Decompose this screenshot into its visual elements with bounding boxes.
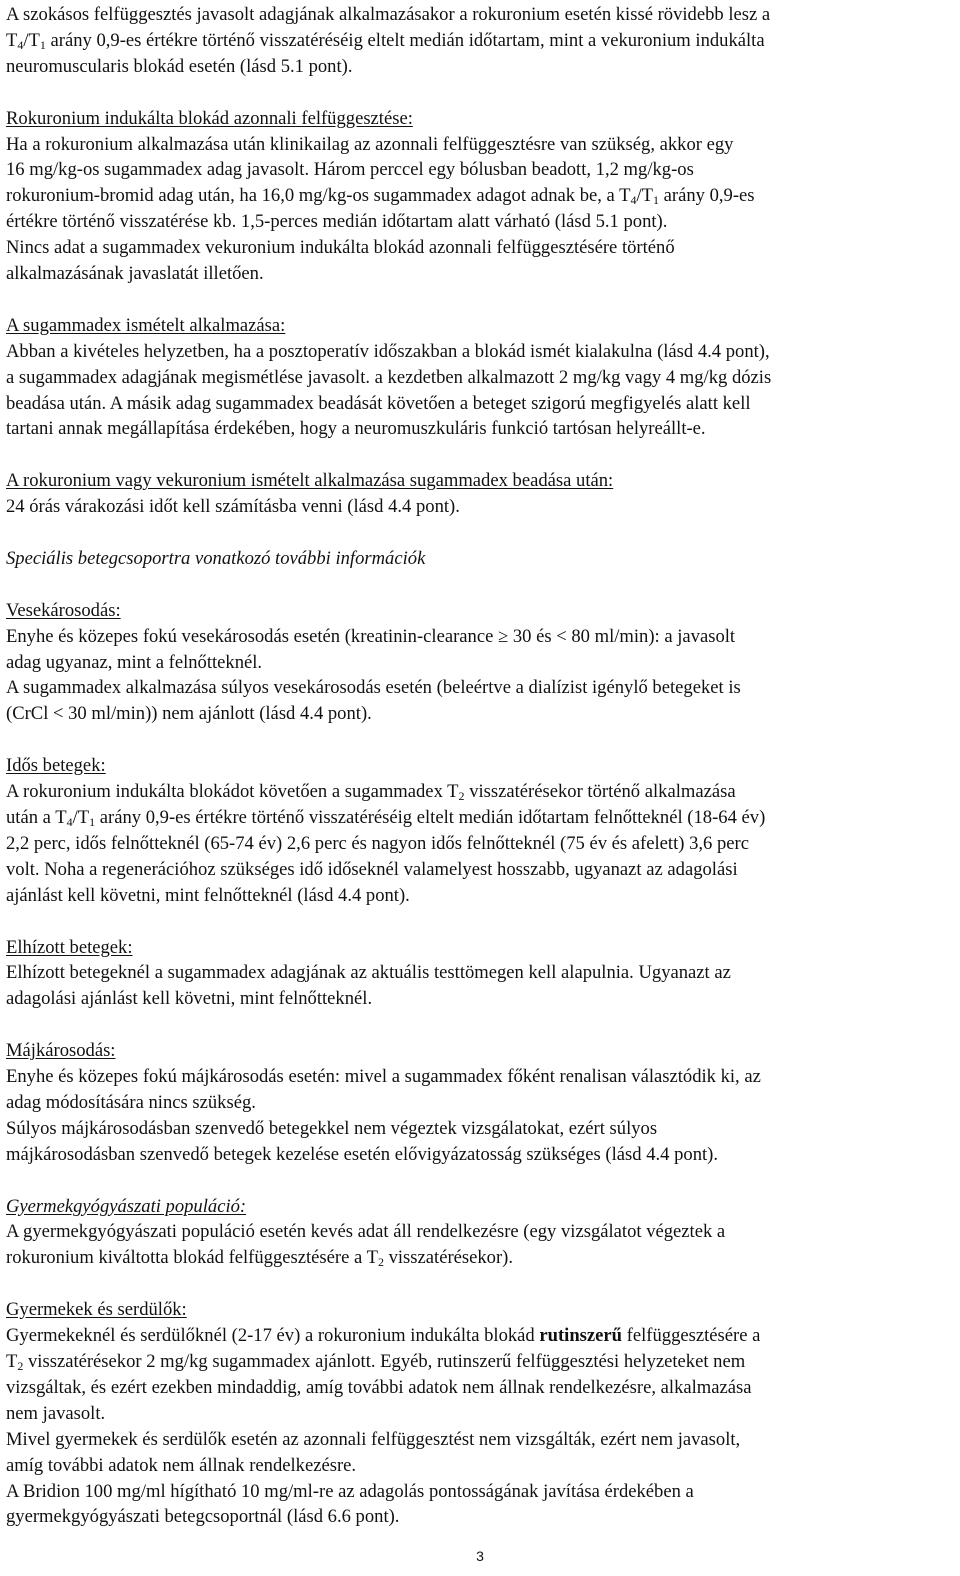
text-line: nem javasolt. [6,1402,106,1424]
section-heading: Májkárosodás: [6,1040,116,1062]
bold-text: rutinszerű [539,1325,623,1347]
text-line: ajánlást kell követni, mint felnőtteknél (lásd 4.4 pont). [6,884,410,906]
section-heading: Gyermekgyógyászati populáció: [6,1195,247,1217]
text-line: a sugammadex adagjának megismétlése javasolt. a kezdetben alkalmazott 2 mg/kg vagy 4 mg/kg dózis [6,366,772,388]
document-page [6,2,954,1530]
readministration-section [6,468,954,520]
special-populations-section [6,546,954,572]
renal-impairment-section [6,598,954,728]
text-run: /T [636,185,653,207]
text-line: Elhízott betegeknél a sugammadex adagjának az aktuális testtömegen kell alapulnia. Ugyanazt az [6,962,731,984]
subscript: 1 [39,37,46,52]
page-number: 3 [476,1548,484,1564]
text-line: vizsgáltak, és ezért ezekben mindaddig, amíg további adatok nem állnak rendelkezésre, alkalmazása [6,1376,752,1398]
text-line: volt. Noha a regenerációhoz szükséges idő időseknél valamelyest hosszabb, ugyanazt az adagolási [6,858,738,880]
text-line: adagolási ajánlást kell követni, mint felnőtteknél. [6,988,373,1010]
text-line: 2,2 perc, idős felnőtteknél (65-74 év) 2,6 perc és nagyon idős felnőtteknél (75 év és afelett) 3,6 perc [6,832,749,854]
text-line: Ha a rokuronium alkalmazása után klinikailag az azonnali felfüggesztésre van szükség, akkor egy [6,133,734,155]
text-run: rokuronium kiváltotta blokád felfüggesztésére a T [6,1247,378,1269]
text-line: értékre történő visszatérése kb. 1,5-perces medián időtartam alatt várható (lásd 5.1 pont). [6,211,668,233]
text-run: visszatérésekor). [383,1247,514,1269]
text-run: visszatérésekor történő alkalmazása [464,781,736,803]
subscript: 4 [17,37,24,52]
subscript: 4 [66,815,73,829]
text-line: beadása után. A másik adag sugammadex beadását követően a beteget szigorú megfigyelés alatt kell [6,392,751,414]
text-run: visszatérésekor 2 mg/kg sugammadex ajánlott. Egyéb, rutinszerű felfüggesztési helyzeteket nem [23,1350,746,1372]
section-heading: A sugammadex ismételt alkalmazása: [6,314,286,336]
text-line [6,1349,954,1375]
hepatic-impairment-section [6,1038,954,1168]
section-heading: Rokuronium indukálta blokád azonnali felfüggesztése: [6,107,413,129]
text-line: májkárosodásban szenvedő betegek kezelése esetén elővigyázatosság szükséges (lásd 4.4 pont). [6,1143,718,1165]
obese-section [6,935,954,1013]
text-line: adag módosítására nincs szükség. [6,1091,256,1113]
text-run: felfüggesztésére a [622,1325,761,1347]
subscript: 4 [630,193,637,208]
text-line: A gyermekgyógyászati populáció esetén kevés adat áll rendelkezésre (egy vizsgálatot végeztek a [6,1221,726,1243]
text-line [6,624,954,650]
text-line [6,183,954,209]
section-heading: Elhízott betegek: [6,936,133,958]
text-line: tartani annak megállapítása érdekében, hogy a neuromuszkuláris funkció tartósan helyreállt-e. [6,418,706,440]
text-line: Enyhe és közepes fokú májkárosodás esetén: mivel a sugammadex főként renalisan választódik ki, az [6,1066,761,1088]
text-line [6,779,954,805]
subscript: 2 [17,1358,24,1373]
children-adolescents-section [6,1297,954,1530]
text-line: A Bridion 100 mg/ml hígítható 10 mg/ml-re az adagolás pontosságának javítása érdekében a [6,1480,694,1502]
text-run: Enyhe és közepes fokú vesekárosodás esetén (kreatinin-clearance [6,625,498,647]
text-line [6,1245,954,1271]
subscript: 1 [653,193,659,208]
text-run: arány 0,9-es értékre történő visszatéréséig eltelt medián időtartam felnőtteknél (18-64 év) [95,807,766,828]
section-heading: Speciális betegcsoportra vonatkozó további információk [6,547,426,569]
text-line: Mivel gyermekek és serdülők esetén az azonnali felfüggesztést nem vizsgálták, ezért nem javasolt, [6,1428,741,1450]
text-line [6,805,954,831]
text-run: 30 és < 80 ml/min): a javasolt [508,625,736,647]
text-run: /T [72,807,90,828]
text-run: T [6,29,18,51]
text-run: arány 0,9-es [659,185,755,207]
text-line: neuromuscularis blokád esetén (lásd 5.1 pont). [6,55,353,77]
text-line: Abban a kivételes helyzetben, ha a posztoperatív időszakban a blokád ismét kialakulna (lásd 4.4 pont), [6,340,770,362]
text-line: A sugammadex alkalmazása súlyos vesekárosodás esetén (beleértve a dialízist igénylő betegeket is [6,677,741,699]
text-line: Súlyos májkárosodásban szenvedő betegekkel nem végeztek vizsgálatokat, ezért súlyos [6,1117,658,1139]
section-heading: Vesekárosodás: [6,599,121,621]
text-line: A szokásos felfüggesztés javasolt adagjának alkalmazásakor a rokuronium esetén kissé rövidebb lesz a [6,4,771,25]
elderly-section [6,753,954,908]
text-run: rokuronium-bromid adag után, ha 16,0 mg/kg-os sugammadex adagot adnak be, a T [6,185,631,207]
section-heading: Gyermekek és serdülők: [6,1299,187,1321]
subscript: 2 [458,789,465,804]
immediate-reversal-section [6,106,954,287]
text-run: után a T [6,807,67,828]
subscript: 2 [377,1255,384,1270]
intro-paragraph [6,2,954,80]
text-line [6,28,954,54]
text-line: (CrCl < 30 ml/min)) nem ajánlott (lásd 4.4 pont). [6,703,372,725]
text-run: Gyermekeknél és serdülőknél (2-17 év) a rokuronium indukálta blokád [6,1325,540,1347]
text-line: amíg további adatok nem állnak rendelkezésre. [6,1454,357,1476]
text-line [6,1323,954,1349]
text-run: arány 0,9-es értékre történő visszatéréséig eltelt medián időtartam, mint a vekuronium indukálta [45,29,765,51]
text-line: adag ugyanaz, mint a felnőtteknél. [6,651,263,673]
text-run: T [6,1350,18,1372]
text-run: /T [23,29,40,51]
text-line: Nincs adat a sugammadex vekuronium indukálta blokád azonnali felfüggesztésére történő [6,237,675,259]
pediatric-population-section [6,1194,954,1272]
text-line: alkalmazásának javaslatát illetően. [6,263,264,285]
subscript: 1 [89,815,96,829]
text-line: 16 mg/kg-os sugammadex adag javasolt. Három perccel egy bólusban beadott, 1,2 mg/kg-os [6,159,694,181]
section-heading: A rokuronium vagy vekuronium ismételt alkalmazása sugammadex beadása után: [6,470,614,492]
text-run: A rokuronium indukálta blokádot követően a sugammadex T [6,781,459,803]
text-line: gyermekgyógyászati betegcsoportnál (lásd 6.6 pont). [6,1506,400,1528]
greater-equal-symbol: ≥ [498,625,509,647]
section-heading: Idős betegek: [6,755,106,777]
text-line: 24 órás várakozási időt kell számításba venni (lásd 4.4 pont). [6,496,460,518]
repeat-administration-section [6,313,954,443]
